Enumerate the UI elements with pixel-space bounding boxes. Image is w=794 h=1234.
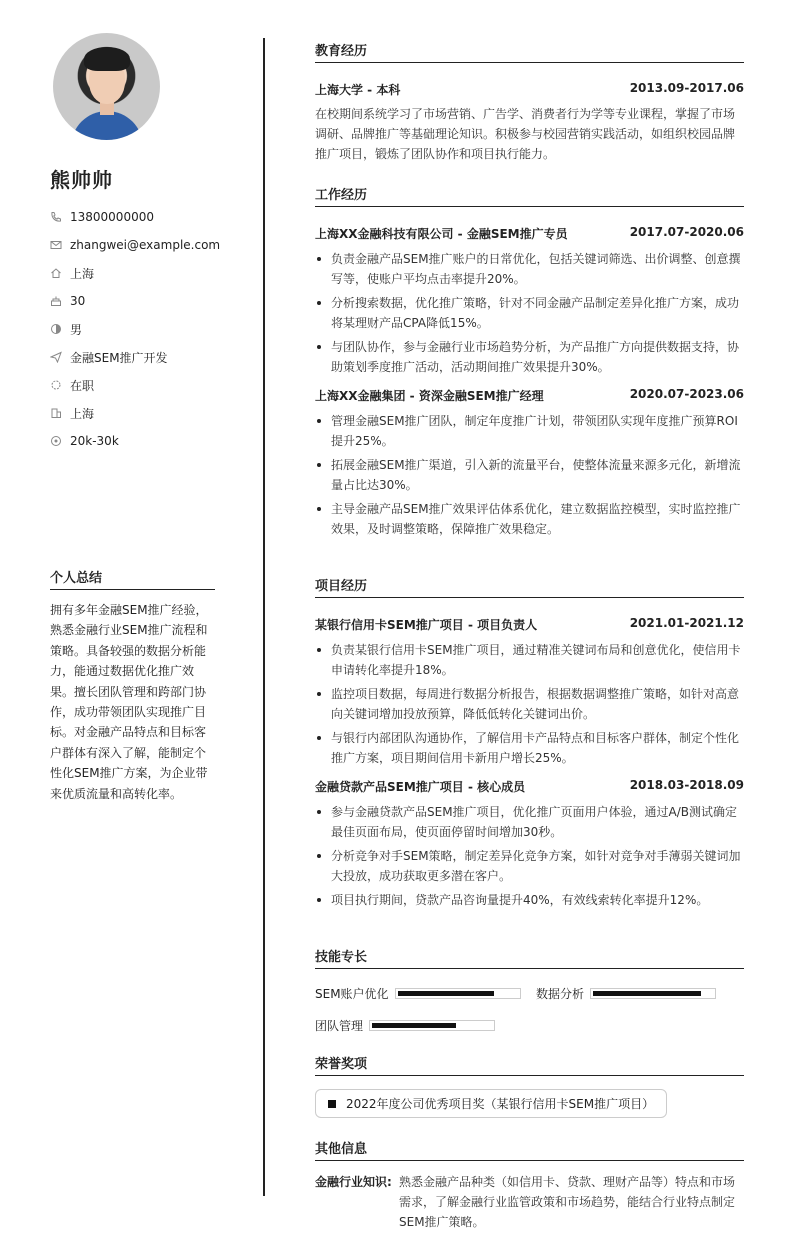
project-bullets [315,802,744,910]
section-title: 技能专长 [315,946,744,969]
list-item: 分析搜索数据，优化推广策略，针对不同金融产品制定差异化推广方案，成功 将某理财产品CPA降低15%。 [315,293,744,333]
section-title: 荣誉奖项 [315,1053,744,1076]
home-icon [50,267,62,279]
job-period: 2017.07-2020.06 [629,225,744,239]
profile-name: 熊帅帅 [50,168,113,192]
list-item: 负责金融产品SEM推广账户的日常优化，包括关键词筛选、出价调整、创意撰 写等，使账户平均点击率提升20%。 [315,249,744,289]
project-bullets [315,640,744,768]
job-bullets [315,411,744,539]
awards-section [315,1053,744,1076]
avatar [53,33,160,140]
other-info-row [315,1172,744,1232]
skill-bar [369,1020,495,1031]
mail-icon [50,239,62,251]
project-title: 某银行信用卡SEM推广项目 - 项目负责人 [315,618,538,632]
info-text: 上海 [70,406,95,421]
education-desc: 在校期间系统学习了市场营销、广告学、消费者行为学等专业课程，掌握了市场 调研、品牌推广等基础理论知识。积极参与校园营销实践活动，如组织校园品牌 推广项目，锻炼了团队协作和项目执行能力。 [315,107,736,161]
job-title: 上海XX金融集团 - 资深金融SEM推广经理 [315,389,544,403]
skill-item [315,985,521,1002]
info-status [50,371,220,399]
skills-section [315,946,744,969]
section-title: 项目经历 [315,575,744,598]
skill-bar [395,988,521,999]
skill-item [315,1017,495,1034]
school-name: 上海大学 - 本科 [315,83,401,97]
list-item: 管理金融SEM推广团队，制定年度推广计划，带领团队实现年度推广预算ROI 提升25%。 [315,411,744,451]
section-title: 其他信息 [315,1138,744,1161]
job-head [315,225,744,242]
info-gender [50,315,220,343]
project-title: 金融贷款产品SEM推广项目 - 核心成员 [315,780,526,794]
list-item: 分析竞争对手SEM策略，制定差异化竞争方案，如针对竞争对手薄弱关键词加 大投放，成功获取更多潜在客户。 [315,846,744,886]
skill-name: 数据分析 [536,987,585,1001]
info-text: 30 [70,294,86,308]
project-period: 2018.03-2018.09 [629,778,744,792]
info-text: 13800000000 [70,210,154,224]
other-value: 熟悉金融产品种类（如信用卡、贷款、理财产品等）特点和市场 需求，了解金融行业监管政策和市场趋势，能结合行业特点制定 SEM推广策略。 [399,1175,736,1229]
building-icon [50,407,62,419]
education-period: 2013.09-2017.06 [629,81,744,95]
info-text: 20k-30k [70,434,119,448]
project-head [315,616,744,633]
info-email [50,231,220,259]
list-item: 负责某银行信用卡SEM推广项目，通过精准关键词布局和创意优化，使信用卡 申请转化率提升18%。 [315,640,744,680]
project-head [315,778,744,795]
column-divider [263,38,265,1196]
skill-name: SEM账户优化 [315,987,389,1001]
info-text: 金融SEM推广开发 [70,350,168,365]
info-text: 在职 [70,378,95,393]
info-text: 上海 [70,266,95,281]
status-icon [50,379,62,391]
info-salary [50,427,220,455]
education-head [315,81,744,98]
section-title: 工作经历 [315,184,744,207]
other-section [315,1138,744,1161]
info-text: 男 [70,322,83,337]
gender-icon [50,323,62,335]
list-item: 监控项目数据，每周进行数据分析报告，根据数据调整推广策略，如针对高意 向关键词增加投放预算，降低低转化关键词出价。 [315,684,744,724]
skill-bar [590,988,716,999]
info-location [50,259,220,287]
job-bullets [315,249,744,377]
age-icon [50,295,62,307]
summary-title: 个人总结 [50,567,215,590]
award-item [315,1089,667,1118]
skill-item [536,985,716,1002]
salary-icon [50,435,62,447]
job-period: 2020.07-2023.06 [629,387,744,401]
section-title: 教育经历 [315,40,744,63]
skill-name: 团队管理 [315,1019,364,1033]
summary-text: 拥有多年金融SEM推广经验， 熟悉金融行业SEM推广流程和 策略。具备较强的数据分析能 力，能通过数据优化推广效 果。擅长团队管理和跨部门协 作，成功带领团队实现推广目 标。对金融产品特点和目标客 户群体有深入了解，能制定个 性化SEM推广方案，为企业带 来优质流量和高转化率。 [50,603,208,801]
info-age [50,287,220,315]
projects-section [315,575,744,914]
education-section [315,40,744,164]
list-item: 项目执行期间，贷款产品咨询量提升40%，有效线索转化率提升12%。 [315,890,744,910]
phone-icon [50,211,62,223]
info-text: zhangwei@example.com [70,238,221,252]
list-item: 与团队协作，参与金融行业市场趋势分析，为产品推广方向提供数据支持，协 助策划季度推广活动，活动期间推广效果提升30%。 [315,337,744,377]
info-target-role [50,343,220,371]
work-section [315,184,744,543]
bullet-square-icon [328,1100,336,1108]
info-city [50,399,220,427]
info-phone [50,203,220,231]
list-item: 拓展金融SEM推广渠道，引入新的流量平台，使整体流量来源多元化，新增流 量占比达30%。 [315,455,744,495]
list-item: 主导金融产品SEM推广效果评估体系优化，建立数据监控模型，实时监控推广 效果，及时调整策略，保障推广效果稳定。 [315,499,744,539]
award-text: 2022年度公司优秀项目奖（某银行信用卡SEM推广项目） [346,1097,655,1111]
send-icon [50,351,62,363]
project-period: 2021.01-2021.12 [629,616,744,630]
job-title: 上海XX金融科技有限公司 - 金融SEM推广专员 [315,227,568,241]
job-head [315,387,744,404]
list-item: 参与金融贷款产品SEM推广项目，优化推广页面用户体验，通过A/B测试确定 最佳页面布局，使页面停留时间增加30秒。 [315,802,744,842]
contact-info-list [50,203,220,455]
list-item: 与银行内部团队沟通协作，了解信用卡产品特点和目标客户群体，制定个性化 推广方案，项目期间信用卡新用户增长25%。 [315,728,744,768]
other-label: 金融行业知识: [315,1175,392,1189]
